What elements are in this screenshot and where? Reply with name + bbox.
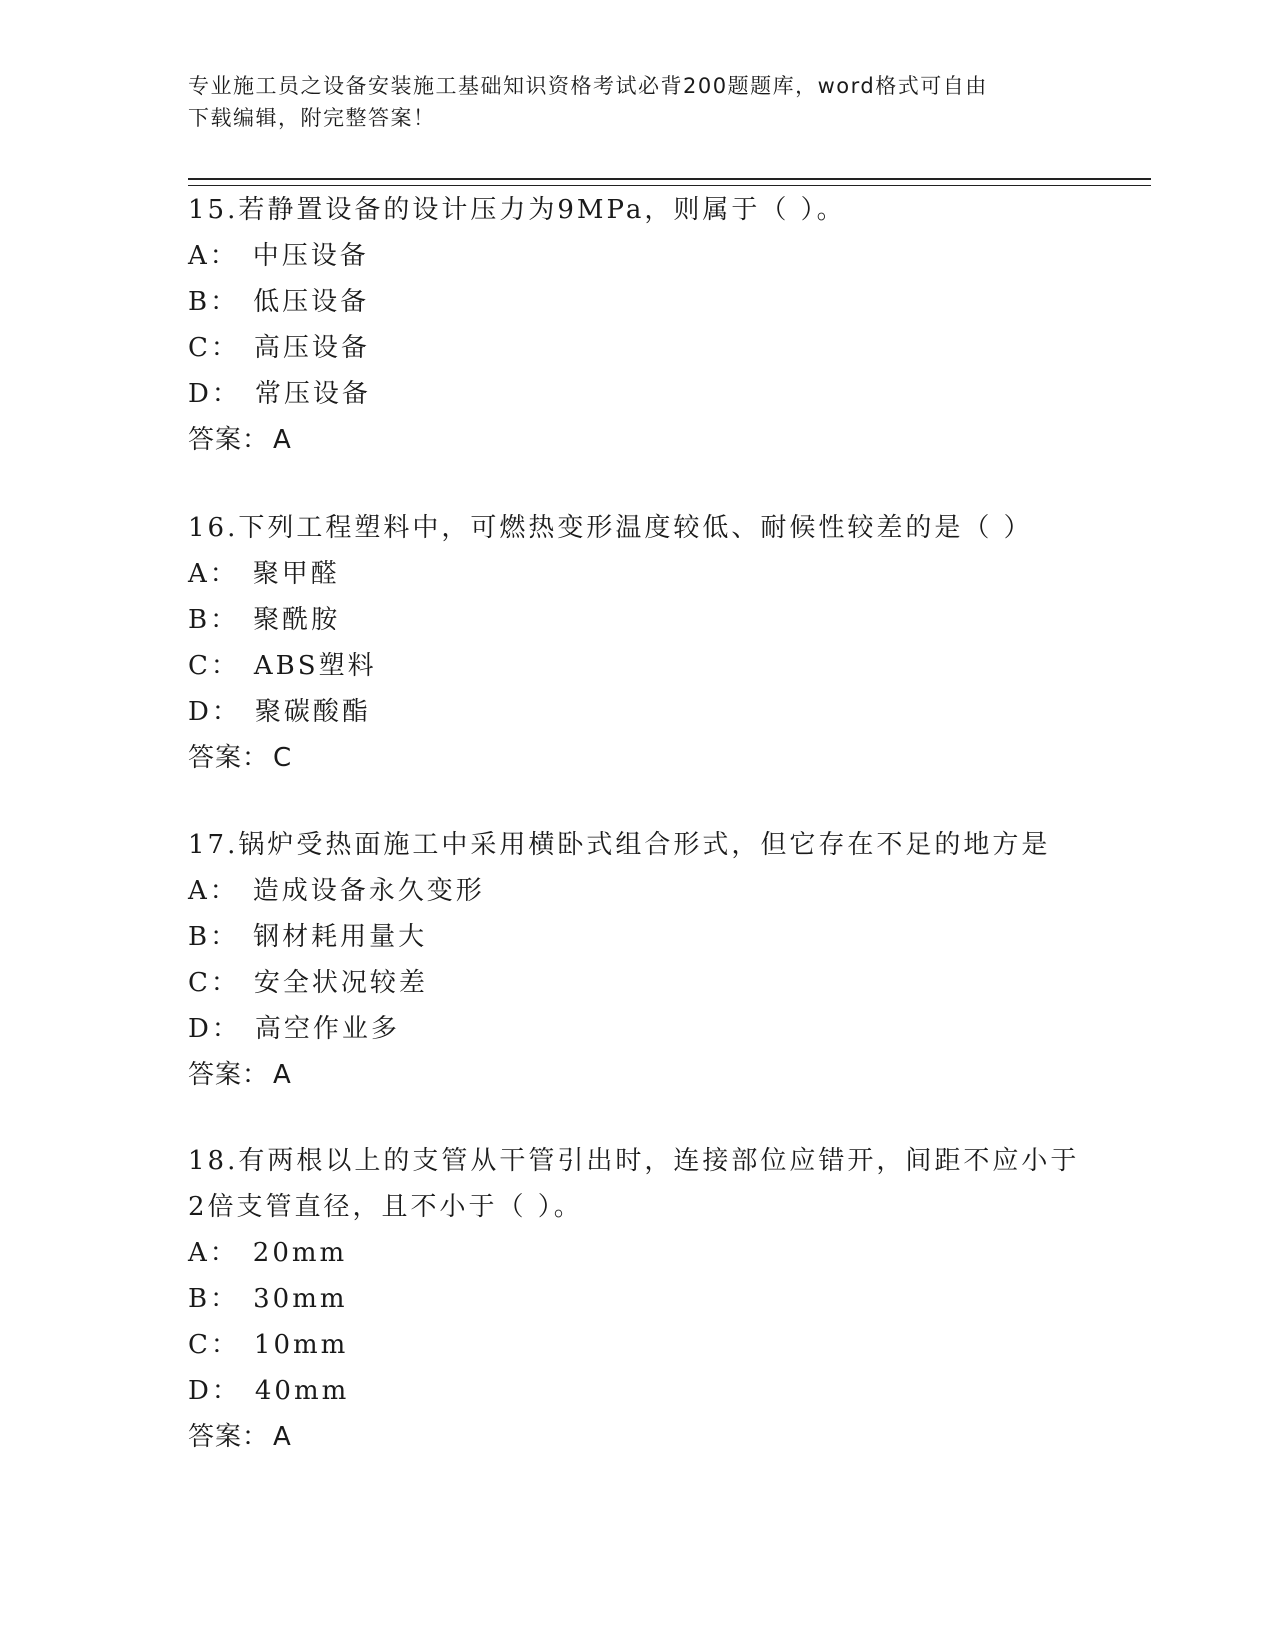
option-b [188, 914, 1088, 960]
option-text: 40mm [254, 1376, 350, 1406]
answer-value: A [273, 425, 292, 455]
question-stem: 18.有两根以上的支管从干管引出时，连接部位应错开，间距不应小于 [188, 1146, 1080, 1176]
option-b [188, 279, 1088, 325]
document-header [188, 70, 1088, 134]
option-c [188, 960, 1088, 1006]
answer-value: A [273, 1060, 292, 1090]
answer [188, 417, 1088, 463]
answer-label: 答案： [188, 743, 270, 773]
option-text: 聚酰胺 [253, 605, 341, 635]
answer-label: 答案： [188, 425, 270, 455]
answer [188, 735, 1088, 781]
question-17 [188, 822, 1088, 1098]
option-text: ABS塑料 [253, 651, 377, 681]
option-key: C： [188, 1330, 240, 1360]
option-text: 低压设备 [253, 287, 370, 317]
option-key: D： [188, 1014, 241, 1044]
option-key: A： [188, 876, 239, 906]
option-key: C： [188, 333, 240, 363]
option-key: C： [188, 968, 240, 998]
header-line-2: 下载编辑，附完整答案！ [188, 106, 436, 130]
answer [188, 1414, 1088, 1460]
option-key: B： [188, 605, 240, 635]
option-text: 钢材耗用量大 [253, 922, 428, 952]
answer [188, 1052, 1088, 1098]
option-key: A： [188, 559, 239, 589]
option-d [188, 1006, 1088, 1052]
option-d [188, 1368, 1088, 1414]
answer-label: 答案： [188, 1422, 270, 1452]
option-a [188, 233, 1088, 279]
question-stem-continued: 2倍支管直径，且不小于（ ）。 [188, 1192, 583, 1222]
question-16 [188, 505, 1088, 781]
option-a [188, 551, 1088, 597]
option-c [188, 1322, 1088, 1368]
option-b [188, 597, 1088, 643]
option-key: A： [188, 241, 239, 271]
option-b [188, 1276, 1088, 1322]
option-text: 中压设备 [252, 241, 369, 271]
option-key: B： [188, 1284, 240, 1314]
answer-value: A [273, 1422, 292, 1452]
option-text: 高空作业多 [254, 1014, 400, 1044]
option-a [188, 1230, 1088, 1276]
question-stem: 16.下列工程塑料中，可燃热变形温度较低、耐候性较差的是（ ） [188, 513, 1033, 543]
option-text: 20mm [252, 1238, 348, 1268]
header-divider [188, 178, 1151, 186]
question-stem: 17.锅炉受热面施工中采用横卧式组合形式，但它存在不足的地方是 [188, 830, 1051, 860]
question-stem: 15.若静置设备的设计压力为9MPa，则属于（ ）。 [188, 195, 846, 225]
option-text: 造成设备永久变形 [252, 876, 485, 906]
header-line-1: 专业施工员之设备安装施工基础知识资格考试必背200题题库，word格式可自由 [188, 74, 988, 98]
option-c [188, 325, 1088, 371]
option-text: 30mm [253, 1284, 348, 1314]
question-15 [188, 187, 1088, 463]
option-key: D： [188, 379, 241, 409]
option-key: B： [188, 922, 240, 952]
option-c [188, 643, 1088, 689]
option-d [188, 371, 1088, 417]
option-key: D： [188, 697, 241, 727]
option-key: A： [188, 1238, 239, 1268]
answer-value: C [273, 743, 293, 773]
option-text: 聚碳酸酯 [254, 697, 371, 727]
answer-label: 答案： [188, 1060, 270, 1090]
option-text: 常压设备 [254, 379, 371, 409]
option-text: 10mm [253, 1330, 349, 1360]
option-a [188, 868, 1088, 914]
option-text: 高压设备 [253, 333, 370, 363]
option-key: C： [188, 651, 240, 681]
question-18 [188, 1138, 1088, 1460]
option-text: 安全状况较差 [253, 968, 428, 998]
option-key: D： [188, 1376, 241, 1406]
option-text: 聚甲醛 [252, 559, 340, 589]
option-key: B： [188, 287, 240, 317]
option-d [188, 689, 1088, 735]
